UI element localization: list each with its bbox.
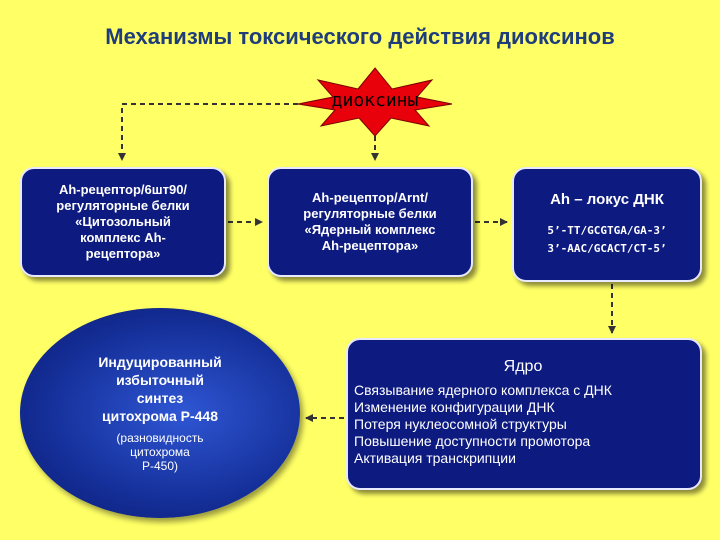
box1-line: «Цитозольный [75,214,171,229]
nuclear-complex-box [267,167,473,277]
box2-line: «Ядерный комплекс [304,222,436,237]
nucleus-item: Повышение доступности промотора [354,433,591,449]
cytochrome-oval [20,308,300,518]
nucleus-item: Потеря нуклеосомной структуры [354,416,567,432]
nucleus-item: Изменение конфигурации ДНК [354,399,555,415]
box2-line: Ah-рецептор/Arnt/ [312,190,428,205]
box1-line: комплекс Ah- [80,230,166,245]
box1-line: регуляторные белки [56,198,190,213]
oval-subline: Р-450) [141,459,178,473]
nucleus-heading: Ядро [503,358,543,375]
arrow-dioxins-to-box1 [122,104,298,160]
dioxins-label: диоксины [331,90,419,111]
dna-sequence-5: 5’-TT/GCGTGA/GA-3’ [547,224,667,237]
dna-locus-heading: Ah – локус ДНК [550,191,664,208]
oval-line: избыточный [116,372,204,388]
cytosolic-complex-box [20,167,226,277]
oval-subline: (разновидность [116,431,204,445]
nucleus-box [346,338,702,490]
nucleus-item: Активация транскрипции [354,450,516,466]
dna-locus-box [512,167,702,282]
dna-sequence-3: 3’-AAC/GCACT/CT-5’ [547,242,667,255]
box1-line: рецептора» [85,246,161,261]
oval-subline: цитохрома [130,445,190,459]
box1-line: Ah-рецептор/6шт90/ [58,182,188,197]
box2-line: регуляторные белки [303,206,437,221]
box2-line: Ah-рецептора» [321,238,419,253]
oval-line: Индуцированный [98,354,222,370]
oval-line: цитохрома Р-448 [102,408,218,424]
nucleus-item: Связывание ядерного комплекса с ДНК [354,382,612,398]
oval-line: синтез [136,390,184,406]
page-title: Механизмы токсического действия диоксинов [105,24,615,49]
